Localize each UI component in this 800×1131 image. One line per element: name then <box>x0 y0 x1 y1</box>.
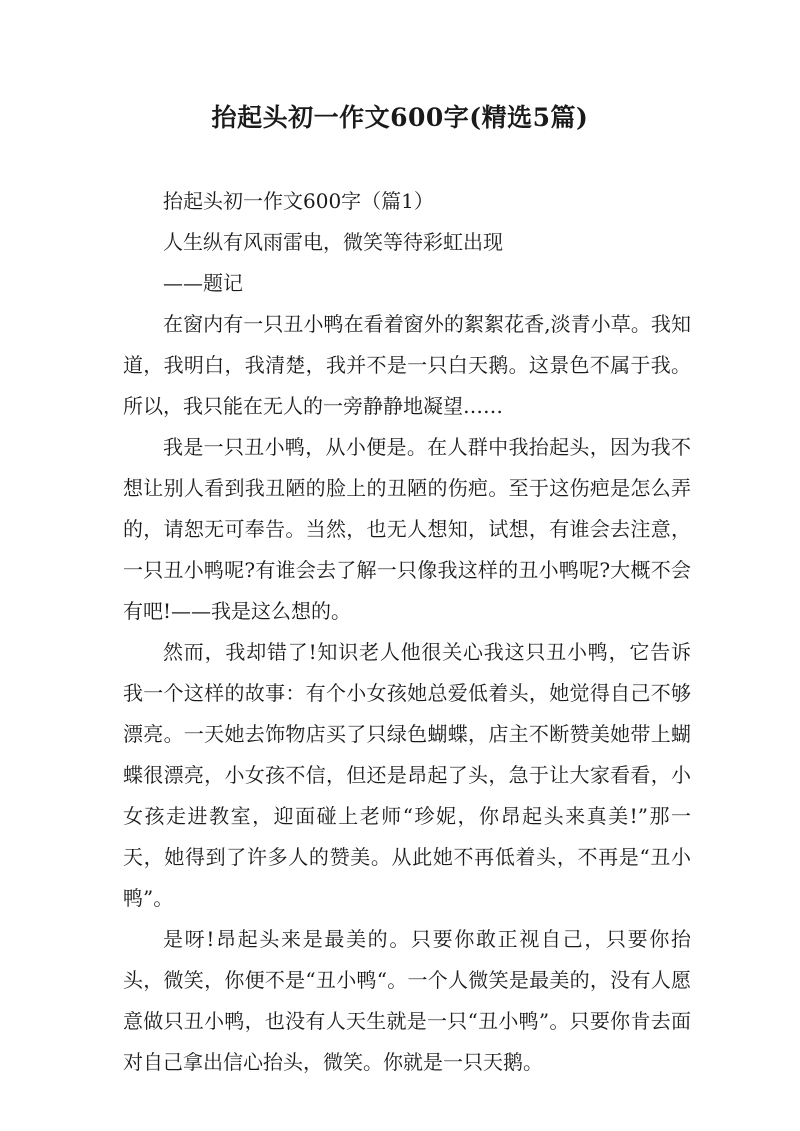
section-heading: 抬起头初一作文600字（篇1） <box>163 189 434 213</box>
body-paragraph: 我是一只丑小鸭，从小便是。在人群中我抬起头，因为我不想让别人看到我丑陋的脸上的丑陋的伤疤。至于这伤疤是怎么弄的，请恕无可奉告。当然，也无人想知，试想，有谁会去注意，一只丑小鸭呢?有谁会去了解一只像我这样的丑小鸭呢?大概不会有吧!——我是这么想的。 <box>123 435 691 623</box>
document-title: 抬起头初一作文600字(精选5篇) <box>211 103 589 132</box>
body-paragraph: 是呀!昂起头来是最美的。只要你敢正视自己，只要你抬头，微笑，你便不是“丑小鸭“。一个人微笑是最美的，没有人愿意做只丑小鸭，也没有人天生就是一只“丑小鸭”。只要你肯去面对自己拿出信心抬头，微笑。你就是一只天鹅。 <box>123 927 691 1074</box>
epigraph-attribution: ——题记 <box>163 271 243 295</box>
document-body <box>123 181 691 1083</box>
body-paragraph: 然而，我却错了!知识老人他很关心我这只丑小鸭，它告诉我一个这样的故事：有个小女孩她总爱低着头，她觉得自己不够漂亮。一天她去饰物店买了只绿色蝴蝶，店主不断赞美她带上蝴蝶很漂亮，小女孩不信，但还是昂起了头，急于让大家看看，小女孩走进教室，迎面碰上老师“珍妮，你昂起头来真美!”那一天，她得到了许多人的赞美。从此她不再低着头，不再是“丑小鸭”。 <box>123 640 691 910</box>
body-paragraph: 在窗内有一只丑小鸭在看着窗外的絮絮花香,淡青小草。我知道，我明白，我清楚，我并不是一只白天鹅。这景色不属于我。所以，我只能在无人的一旁静静地凝望…… <box>123 312 691 418</box>
epigraph: 人生纵有风雨雷电，微笑等待彩虹出现 <box>163 230 503 254</box>
